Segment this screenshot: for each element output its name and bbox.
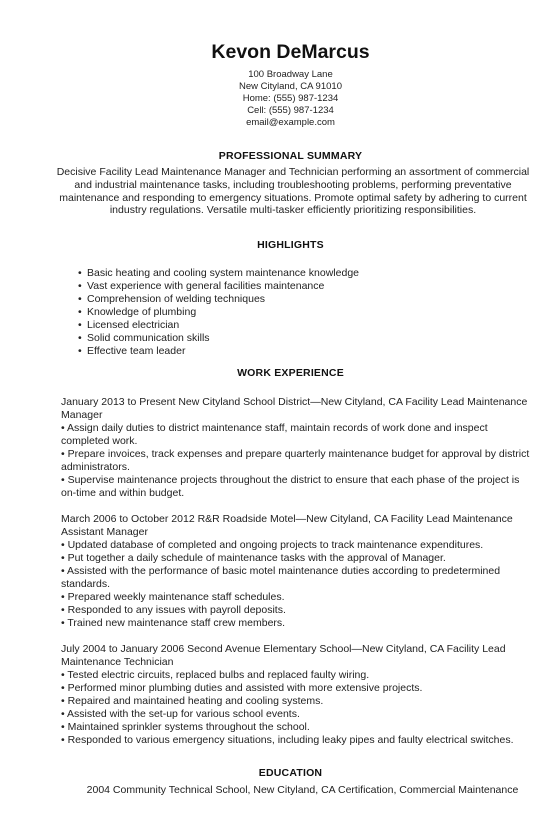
job-entry (61, 396, 535, 500)
summary-title: PROFESSIONAL SUMMARY (218, 150, 363, 162)
address-line-1: 100 Broadway Lane (248, 69, 333, 80)
job-entry (61, 643, 535, 747)
highlight-item: • Licensed electrician (78, 319, 359, 332)
highlight-item: • Vast experience with general facilities maintenance (78, 280, 359, 293)
home-phone: Home: (555) 987-1234 (242, 93, 339, 104)
candidate-name: Kevon DeMarcus (211, 41, 370, 63)
job-bullet: • Supervise maintenance projects throughout the district to ensure that each phase of the project is on-time and within budget. (61, 474, 520, 499)
cell-phone: Cell: (555) 987-1234 (247, 105, 334, 116)
job-bullet: • Prepared weekly maintenance staff schedules. (61, 591, 285, 603)
summary-text: Decisive Facility Lead Maintenance Manager and Technician performing an assortment of commercial and industrial maintenance tasks, including troubleshooting problems, performing preventative maintenance and responding to emergency situations. Promote optimal safety by adhering to current industry regulations. Versatile multi-tasker efficiently prioritizing responsibilities. (56, 166, 530, 217)
address-line-2: New Cityland, CA 91010 (239, 81, 342, 92)
highlight-item: • Basic heating and cooling system maintenance knowledge (78, 267, 359, 280)
contact-block (0, 69, 537, 129)
job-bullet: • Updated database of completed and ongoing projects to track maintenance expenditures. (61, 539, 484, 551)
highlights-list (78, 267, 359, 358)
education-entry: 2004 Community Technical School, New Cityland, CA Certification, Commercial Maintenance (86, 784, 519, 796)
job-entry (61, 513, 535, 630)
highlight-item: • Solid communication skills (78, 332, 359, 345)
job-bullet: • Tested electric circuits, replaced bulbs and replaced faulty wiring. (61, 669, 370, 681)
experience-title: WORK EXPERIENCE (237, 367, 344, 379)
highlight-item: • Knowledge of plumbing (78, 306, 359, 319)
job-bullet: • Performed minor plumbing duties and assisted with more extensive projects. (61, 682, 423, 694)
email-address: email@example.com (246, 117, 335, 128)
education-title: EDUCATION (258, 767, 323, 779)
job-bullet: • Assign daily duties to district maintenance staff, maintain records of work done and inspect completed work. (61, 422, 488, 447)
job-bullet: • Repaired and maintained heating and cooling systems. (61, 695, 324, 707)
job-bullet: • Responded to any issues with payroll deposits. (61, 604, 286, 616)
job-bullet: • Responded to various emergency situations, including leaky pipes and faulty electrical switches. (61, 734, 514, 746)
job-heading: March 2006 to October 2012 R&R Roadside Motel—New Cityland, CA Facility Lead Maintenance Assistant Manager (61, 513, 513, 538)
job-bullet: • Prepare invoices, track expenses and prepare quarterly maintenance budget for approval by district administrators. (61, 448, 530, 473)
job-heading: July 2004 to January 2006 Second Avenue Elementary School—New Cityland, CA Facility Lead Maintenance Technician (61, 643, 506, 668)
job-bullet: • Put together a daily schedule of maintenance tasks with the approval of Manager. (61, 552, 446, 564)
highlight-item: • Effective team leader (78, 345, 359, 358)
job-bullet: • Maintained sprinkler systems throughout the school. (61, 721, 310, 733)
highlight-item: • Comprehension of welding techniques (78, 293, 359, 306)
job-bullet: • Assisted with the performance of basic motel maintenance duties according to predetermined standards. (61, 565, 501, 590)
job-bullet: • Assisted with the set-up for various school events. (61, 708, 300, 720)
highlights-title: HIGHLIGHTS (257, 239, 324, 251)
job-bullet: • Trained new maintenance staff crew members. (61, 617, 286, 629)
job-heading: January 2013 to Present New Cityland School District—New Cityland, CA Facility Lead Maintenance Manager (61, 396, 528, 421)
